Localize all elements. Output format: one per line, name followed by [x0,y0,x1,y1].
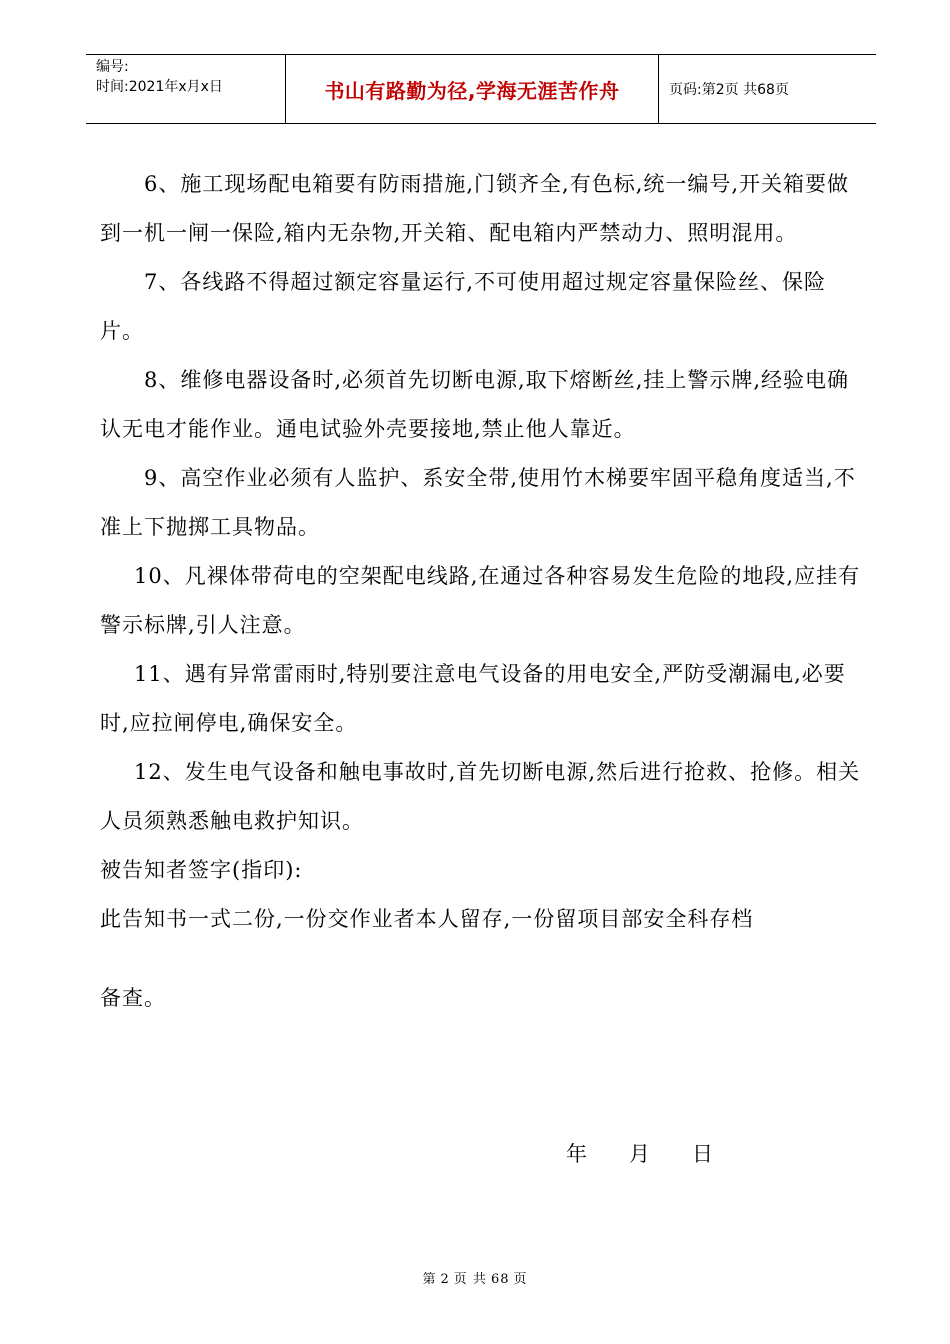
signature-label: 被告知者签字(指印): [100,858,303,882]
paragraph-item-7: 7、各线路不得超过额定容量运行,不可使用超过规定容量保险丝、保险片。 [100,270,827,343]
paragraph-item-10: 10、凡裸体带荷电的空架配电线路,在通过各种容易发生危险的地段,应挂有警示标牌,引人注意。 [100,564,861,637]
paragraph-item-8: 8、维修电器设备时,必须首先切断电源,取下熔断丝,挂上警示牌,经验电确认无电才能作业。通电试验外壳要接地,禁止他人靠近。 [100,368,850,441]
date-day: 日 [692,1142,713,1166]
paragraph-item-9: 9、高空作业必须有人监护、系安全带,使用竹木梯要牢固平稳角度适当,不准上下抛掷工具物品。 [100,466,856,539]
page-footer [0,1268,950,1287]
note-line-end: 备查。 [100,986,166,1010]
paragraph-item-11: 11、遇有异常雷雨时,特别要注意电气设备的用电安全,严防受潮漏电,必要时,应拉闸停电,确保安全。 [100,662,846,735]
footer-total-pages: 68 [490,1272,510,1287]
date-month: 月 [629,1142,650,1166]
date-line [566,1138,713,1168]
header-page-info: 页码:第2页 共68页 [669,82,789,98]
footer-mid: 页 共 [453,1272,487,1287]
document-body [100,160,870,1023]
note-line: 此告知书一式二份,一份交作业者本人留存,一份留项目部安全科存档 [100,907,754,931]
page-header [86,54,876,124]
footer-prefix: 第 [422,1272,437,1287]
date-year: 年 [566,1142,587,1166]
header-motto: 书山有路勤为径,学海无涯苦作舟 [286,55,659,123]
number-label: 编号: [96,59,129,75]
footer-page-number: 2 [440,1272,450,1287]
paragraph-item-6: 6、施工现场配电箱要有防雨措施,门锁齐全,有色标,统一编号,开关箱要做到一机一闸一保险,箱内无杂物,开关箱、配电箱内严禁动力、照明混用。 [100,172,850,245]
paragraph-item-12: 12、发生电气设备和触电事故时,首先切断电源,然后进行抢救、抢修。相关人员须熟悉触电救护知识。 [100,760,861,833]
time-label: 时间:2021年x月x日 [96,79,223,95]
header-meta [86,55,286,123]
footer-suffix: 页 [513,1272,528,1287]
